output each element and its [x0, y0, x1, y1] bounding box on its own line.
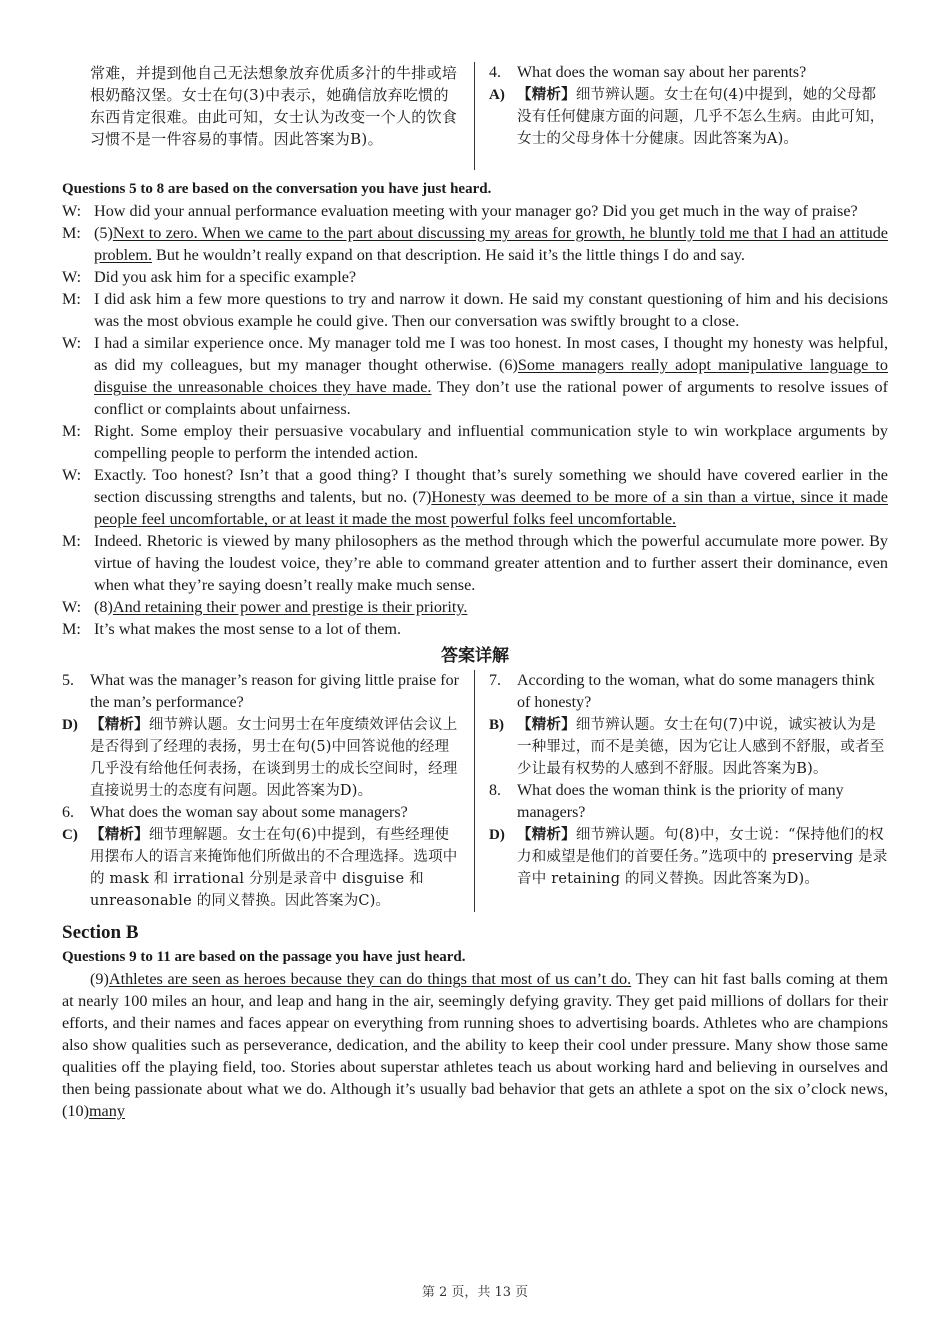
answers-title: 答案详解	[441, 646, 509, 666]
dialogue-turn	[62, 618, 888, 640]
utterance: I had a similar experience once. My manager told me I was too honest. In most cases, I thought my honesty was helpful, as did my colleagues, but my manager thought otherwise. (6)Some managers really adopt manipulative language to disguise the unreasonable choices they have made. They don’t use the rational power of arguments to resolve issues of conflict or complaints about unfairness.	[94, 334, 888, 418]
answer-7	[489, 714, 888, 780]
question-text: What does the woman say about her parents?	[517, 64, 807, 81]
question-number: 5.	[62, 672, 74, 689]
speaker-label: M:	[62, 620, 81, 638]
document-page	[62, 62, 888, 1122]
passage-text: (9)Athletes are seen as heroes because they can do things that most of us can’t do. They can hit fast balls coming at them at nearly 100 miles an hour, and leap and hang in the air, seemingly defying gravity. They get paid millions of dollars for their efforts, and their names and faces appear on everything from running shoes to advertising boards. Athletes who are champions also show qualities such as perseverance, dedication, and the ability to keep their cool under pressure. Many show those same qualities off the playing field, too. Stories about superstar athletes teach us about working hard and believing in ourselves and then being passionate about what we do. Although it’s usually bad behavior that gets an athlete a spot on the six o’clock news, (10)many	[62, 970, 888, 1120]
dialogue-turn	[62, 596, 888, 618]
dialogue-turn	[62, 332, 888, 420]
answer-explanation: 【精析】细节辨认题。女士问男士在年度绩效评估会议上是否得到了经理的表扬，男士在句(5)中回答说他的经理几乎没有给他任何表扬，在谈到男士的成长空间时，经理直接说男士的态度有问题。因此答案为D)。	[90, 716, 458, 799]
question-text: What does the woman think is the priority of many managers?	[517, 782, 844, 821]
question-text: According to the woman, what do some managers think of honesty?	[517, 672, 875, 711]
dialogue-turn	[62, 464, 888, 530]
answers-two-column-block	[62, 670, 888, 912]
analysis-tag: 【精析】	[90, 716, 149, 733]
speaker-label: M:	[62, 532, 81, 550]
dialogue-turn	[62, 288, 888, 332]
key-sentence-underline: Honesty was deemed to be more of a sin than a virtue, since it made people feel uncomfortable, or at least it made the most powerful folks feel uncomfortable.	[94, 488, 888, 528]
question-8	[489, 780, 888, 824]
analysis-tag: 【精析】	[517, 716, 576, 733]
answers-right-column	[474, 670, 888, 912]
utterance: I did ask him a few more questions to try and narrow it down. He said my constant questioning of him and his decisions was the most obvious example he could give. Then our conversation was swiftly brought to a close.	[94, 290, 888, 330]
question-number: 7.	[489, 672, 501, 689]
question-number: 8.	[489, 782, 501, 799]
speaker-label: W:	[62, 334, 82, 352]
question-number: 6.	[62, 804, 74, 821]
speaker-label: M:	[62, 422, 81, 440]
dialogue-turn	[62, 420, 888, 464]
analysis-tag: 【精析】	[517, 826, 576, 843]
utterance: Indeed. Rhetoric is viewed by many philosophers as the method through which the powerful accumulate more power. By virtue of having the loudest voice, they’re able to command greater attention and to further assert their dominance, even when what they’re saying doesn’t really make much sense.	[94, 532, 888, 594]
key-sentence-underline: Next to zero. When we came to the part about discussing my areas for growth, he bluntly told me that I had an attitude problem.	[94, 224, 888, 264]
speaker-label: M:	[62, 224, 81, 242]
key-sentence-underline: Athletes are seen as heroes because they can do things that most of us can’t do.	[108, 970, 632, 988]
question-6	[62, 802, 462, 824]
analysis-tag: 【精析】	[90, 826, 149, 843]
question-number: 4.	[489, 64, 501, 81]
answer-option: D)	[62, 717, 78, 733]
question-7	[489, 670, 888, 714]
answer-option: A)	[489, 87, 505, 103]
answer-4	[489, 84, 888, 150]
dialogue-turn	[62, 222, 888, 266]
answer-option: D)	[489, 827, 505, 843]
utterance: (5)Next to zero. When we came to the part about discussing my areas for growth, he bluntly told me that I had an attitude problem. But he wouldn’t really expand on that description. He said it’s the little things I do and say.	[94, 224, 888, 264]
key-sentence-underline: Some managers really adopt manipulative language to disguise the unreasonable choices they have made.	[94, 356, 888, 396]
answer-explanation	[517, 84, 888, 150]
answer-explanation: 【精析】细节辨认题。句(8)中，女士说：“保持他们的权力和威望是他们的首要任务。”选项中的 preserving 是录音中 retaining 的同义替换。因此答案为D)。	[517, 826, 888, 887]
speaker-label: W:	[62, 598, 82, 616]
answer-6	[62, 824, 462, 912]
top-two-column-block	[62, 62, 888, 170]
passage-heading: Questions 9 to 11 are based on the passage you have just heard.	[62, 949, 466, 965]
speaker-label: M:	[62, 290, 81, 308]
utterance: Exactly. Too honest? Isn’t that a good thing? I thought that’s surely something we should have covered earlier in the section discussing strengths and talents, but no. (7)Honesty was deemed to be more of a sin than a virtue, since it made people feel uncomfortable, or at least it made the most powerful folks feel uncomfortable.	[94, 466, 888, 528]
utterance: (8)And retaining their power and prestige is their priority.	[94, 598, 468, 616]
dialogue-turn	[62, 530, 888, 596]
dialogue-turn	[62, 266, 888, 288]
top-right-column	[474, 62, 888, 170]
answer-explanation: 【精析】细节理解题。女士在句(6)中提到，有些经理使用摆布人的语言来掩饰他们所做出的不合理选择。选项中的 mask 和 irrational 分别是录音中 disguise 和 unreasonable 的同义替换。因此答案为C)。	[90, 826, 458, 909]
analysis-tag: 【精析】	[517, 86, 576, 103]
question-4	[489, 62, 888, 84]
question-text: What does the woman say about some managers?	[90, 804, 408, 821]
utterance: It’s what makes the most sense to a lot of them.	[94, 620, 402, 638]
explanation-continued-text: 常难，并提到他自己无法想象放弃优质多汁的牛排或培根奶酪汉堡。女士在句(3)中表示，她确信放弃吃惯的东西肯定很难。由此可知，女士认为改变一个人的饮食习惯不是一件容易的事情。因此答案为B)。	[90, 64, 458, 148]
answer-option: C)	[62, 827, 78, 843]
answer-8	[489, 824, 888, 890]
answers-left-column	[62, 670, 474, 912]
question-text: What was the manager’s reason for giving little praise for the man’s performance?	[90, 672, 459, 711]
key-sentence-underline: And retaining their power and prestige is their priority.	[112, 598, 468, 616]
key-sentence-underline: many	[88, 1102, 125, 1120]
answer-5	[62, 714, 462, 802]
page-number-footer: 第 2 页，共 13 页	[421, 1285, 529, 1300]
utterance: How did your annual performance evaluation meeting with your manager go? Did you get much in the way of praise?	[94, 202, 858, 220]
answer-explanation: 【精析】细节辨认题。女士在句(7)中说，诚实被认为是一种罪过，而不是美德，因为它让人感到不舒服，或者至少让最有权势的人感到不舒服。因此答案为B)。	[517, 716, 885, 777]
utterance: Did you ask him for a specific example?	[94, 268, 357, 286]
dialogue-turn	[62, 200, 888, 222]
utterance: Right. Some employ their persuasive vocabulary and influential communication style to win workplace arguments by compelling people to perform the intended action.	[94, 422, 888, 462]
answer-explanation-text: 细节辨认题。女士在句(4)中提到，她的父母都没有任何健康方面的问题，几乎不怎么生病。由此可知，女士的父母身体十分健康。因此答案为A)。	[517, 87, 885, 147]
speaker-label: W:	[62, 202, 82, 220]
conversation-heading: Questions 5 to 8 are based on the conversation you have just heard.	[62, 181, 492, 197]
conversation-transcript	[62, 200, 888, 640]
section-b-title: Section B	[62, 922, 139, 943]
top-left-column	[62, 62, 474, 170]
speaker-label: W:	[62, 268, 82, 286]
speaker-label: W:	[62, 466, 82, 484]
question-5	[62, 670, 462, 714]
answer-option: B)	[489, 717, 504, 733]
